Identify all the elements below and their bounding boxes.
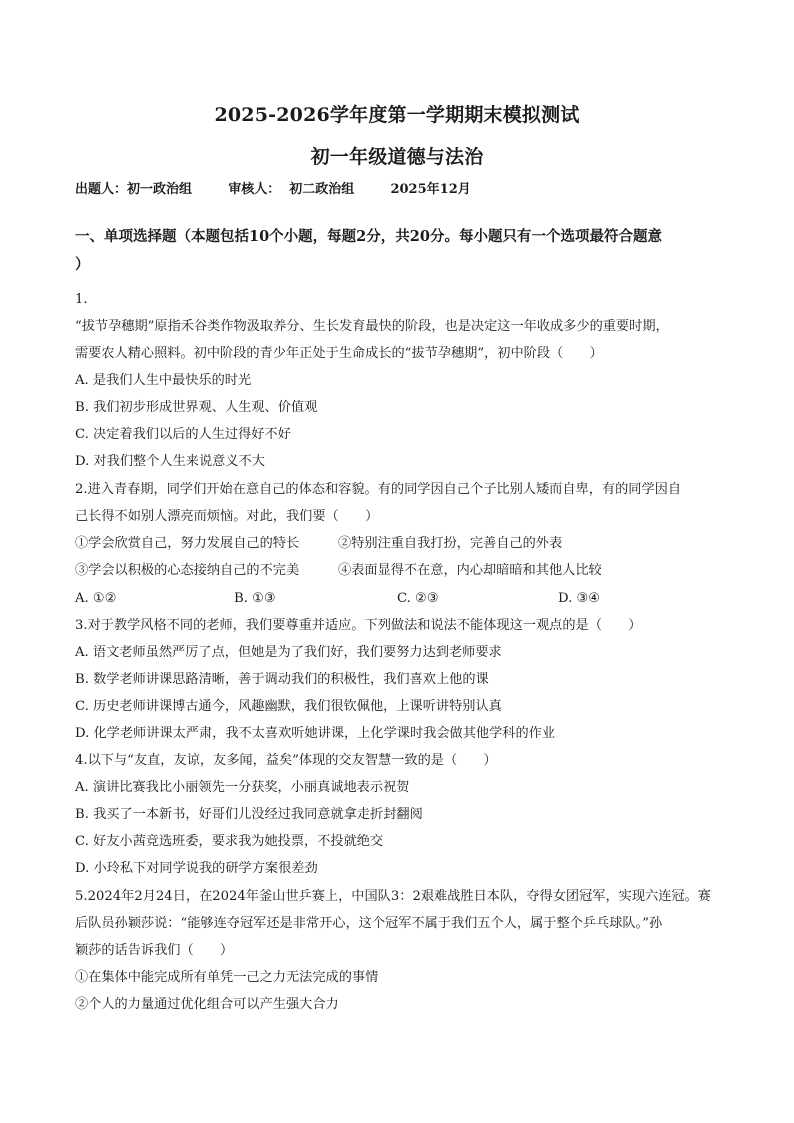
q5-stem-line3: 颖莎的话告诉我们（ ） — [75, 943, 234, 958]
q5-statement-2: ②个人的力量通过优化组合可以产生强大合力 — [75, 997, 339, 1012]
q4-option-c: C. 好友小茜竞选班委，要求我为她投票，不投就绝交 — [75, 834, 384, 849]
q4-option-d: D. 小玲私下对同学说我的研学方案很差劲 — [75, 861, 318, 876]
q5-stem-line2: 后队员孙颖莎说：“能够连夺冠军还是非常开心，这个冠军不属于我们五个人，属于整个乒乓球队。”孙 — [75, 916, 663, 931]
q1-stem-line2: 需要农人精心照料。初中阶段的青少年正处于生命成长的“拔节孕穗期”，初中阶段（ ） — [75, 346, 603, 361]
q4-option-a: A. 演讲比赛我比小丽领先一分获奖，小丽真诚地表示祝贺 — [75, 780, 410, 795]
q3-option-a: A. 语文老师虽然严厉了点，但她是为了我们好，我们要努力达到老师要求 — [75, 645, 502, 660]
q1-option-d: D. 对我们整个人生来说意义不大 — [75, 454, 265, 469]
q2-option-b: B. ①③ — [234, 591, 276, 606]
q2-statement-1: ①学会欣赏自己，努力发展自己的特长 — [75, 536, 300, 551]
q2-stem-line2: 己长得不如别人漂亮而烦恼。对此，我们要（ ） — [75, 509, 379, 524]
exam-subtitle: 初一年级道德与法治 — [310, 146, 484, 168]
exam-meta: 出题人：初一政治组 审核人： 初二政治组 2025年12月 — [75, 182, 471, 197]
section-heading-line1: 一、单项选择题（本题包括10个小题，每题2分，共20分。每小题只有一个选项最符合题意 — [75, 228, 662, 245]
q5-stem-line1: 5.2024年2月24日，在2024年釜山世乒赛上，中国队3：2艰难战胜日本队，夺得女团冠军，实现六连冠。赛 — [75, 889, 711, 904]
q4-option-b: B. 我买了一本新书，好哥们儿没经过我同意就拿走折封翻阅 — [75, 807, 423, 822]
q3-option-b: B. 数学老师讲课思路清晰，善于调动我们的积极性，我们喜欢上他的课 — [75, 672, 489, 687]
q5-statement-1: ①在集体中能完成所有单凭一己之力无法完成的事情 — [75, 970, 379, 985]
section-heading-line2: ） — [75, 256, 90, 273]
section-heading — [75, 223, 725, 279]
q1-stem-line1: “拔节孕穗期”原指禾谷类作物汲取养分、生长发育最快的阶段，也是决定这一年收成多少的重要时期， — [75, 319, 669, 334]
q2-option-d: D. ③④ — [558, 591, 601, 606]
q1-number: 1. — [75, 292, 88, 307]
q1-option-b: B. 我们初步形成世界观、人生观、价值观 — [75, 400, 318, 415]
q4-stem: 4.以下与“友直，友谅，友多闻，益矣”体现的交友智慧一致的是（ ） — [75, 753, 497, 768]
q3-option-c: C. 历史老师讲课博古通今，风趣幽默，我们很钦佩他，上课听讲特别认真 — [75, 699, 502, 714]
q2-statement-3: ③学会以积极的心态接纳自己的不完美 — [75, 563, 300, 578]
q2-option-c: C. ②③ — [397, 591, 439, 606]
q3-option-d: D. 化学老师讲课太严肃，我不太喜欢听她讲课，上化学课时我会做其他学科的作业 — [75, 726, 556, 741]
q2-option-a: A. ①② — [75, 591, 117, 606]
q3-stem: 3.对于教学风格不同的老师，我们要尊重并适应。下列做法和说法不能体现这一观点的是（ ） — [75, 618, 642, 633]
q2-statement-2: ②特别注重自我打扮，完善自己的外表 — [338, 536, 563, 551]
q1-option-a: A. 是我们人生中最快乐的时光 — [75, 373, 252, 388]
q2-stem-line1: 2.进入青春期，同学们开始在意自己的体态和容貌。有的同学因自己个子比别人矮而自卑，有的同学因自 — [75, 482, 682, 497]
q1-option-c: C. 决定着我们以后的人生过得好不好 — [75, 427, 291, 442]
q2-statement-4: ④表面显得不在意，内心却暗暗和其他人比较 — [338, 563, 602, 578]
exam-title: 2025-2026学年度第一学期期末模拟测试 — [214, 104, 580, 126]
